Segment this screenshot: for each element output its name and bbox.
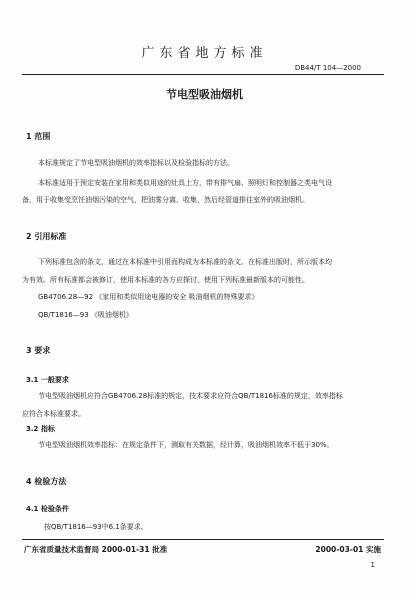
standard-title: 广东省地方标准 <box>141 46 268 61</box>
section-3-1-heading: 3.1 一般要求 <box>26 376 69 384</box>
page-number: 1 <box>370 561 375 569</box>
section-2-paragraph-line-2: 为有效。所有标准都会被修订，使用本标准的各方应探讨，使用下列标准最新版本的可能性。 <box>22 276 309 284</box>
section-4-1-heading: 4.1 检验条件 <box>26 505 69 513</box>
section-3-1-paragraph-line-2: 应符合本标准要求。 <box>22 410 85 418</box>
section-3-heading: 3 要求 <box>26 346 51 355</box>
section-1-paragraph-1: 本标准规定了节电型吸油烟机的效率指标以及检验指标的方法。 <box>38 159 234 167</box>
section-3-2-paragraph: 节电型吸油烟机效率指标：在规定条件下，测取有关数据，经计算，吸油烟机效率不低于30%。 <box>38 441 334 449</box>
reference-1: GB4706.28—92 《家用和类似用途电器的安全 吸油烟机的特殊要求》 <box>38 293 259 301</box>
section-1-heading: 1 范围 <box>26 132 51 141</box>
section-4-1-paragraph: 按QB/T1816—93中6.1条要求。 <box>44 523 148 531</box>
implementation-date: 2000-03-01 实施 <box>315 545 381 554</box>
section-3-1-paragraph-line-1: 节电型吸油烟机应符合GB4706.28标准的规定，技术要求应符合QB/T1816标准的规定，效率指标 <box>38 392 343 400</box>
section-2-heading: 2 引用标准 <box>26 232 67 241</box>
section-1-paragraph-2-line-2: 备，用于收集受烹饪油烟污染的空气，把油雾分离、收集，然后经管道排往室外的吸油烟机。 <box>22 196 309 204</box>
document-title: 节电型吸油烟机 <box>166 88 243 101</box>
section-3-2-heading: 3.2 指标 <box>26 425 55 433</box>
reference-2: QB/T1816—93 《吸油烟机》 <box>38 311 133 319</box>
approval-line: 广东省质量技术监督局 2000-01-31 批准 <box>24 545 168 554</box>
section-4-heading: 4 检验方法 <box>26 477 67 486</box>
footer-rule <box>22 539 384 540</box>
section-2-paragraph-line-1: 下列标准包含的条文，通过在本标准中引用而构成为本标准的条文。在标准出版时，所示版本均 <box>38 258 332 266</box>
header-rule <box>22 74 384 75</box>
standard-code: DB44/T 104—2000 <box>294 64 361 72</box>
section-1-paragraph-2-line-1: 本标准适用于预定安装在家用和类似用途的灶具上方，带有排气扇、照明灯和控制器之类电气设 <box>38 179 332 187</box>
